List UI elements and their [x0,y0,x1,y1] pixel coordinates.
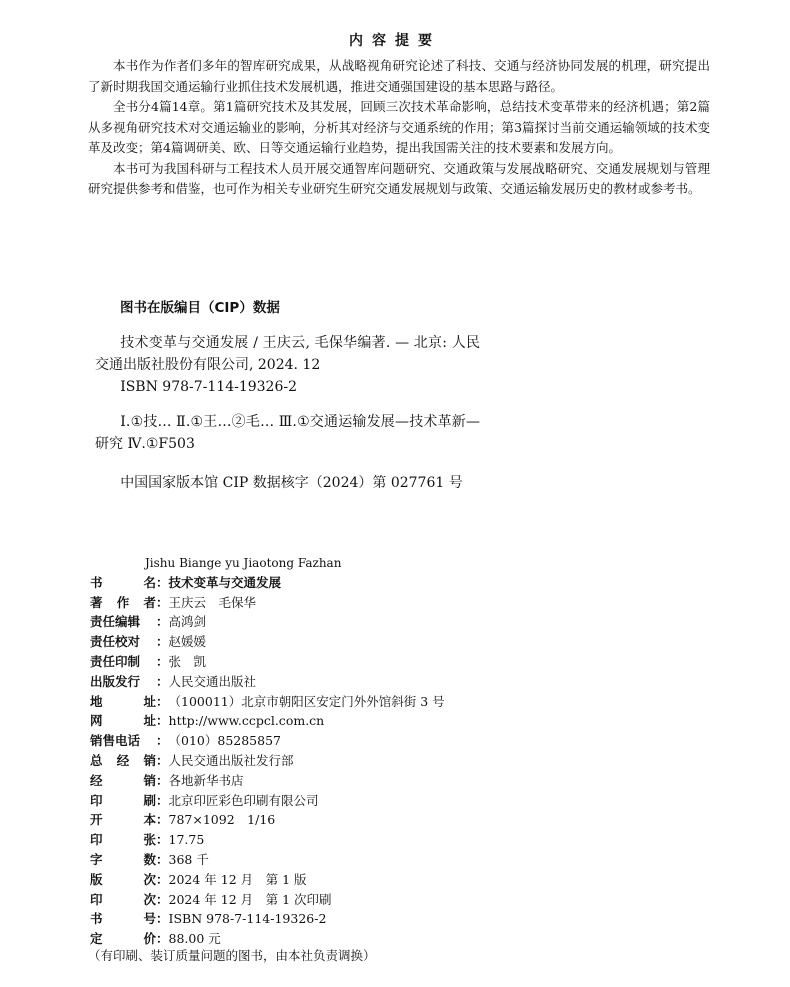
details-row [90,711,445,731]
details-row [90,869,445,889]
details-label-colon: ： [156,634,169,650]
details-label-char: 经 [90,772,103,788]
details-label [90,870,156,888]
details-row [90,572,445,592]
details-label-char: 张 [143,832,156,848]
cip-entry-text: 技术变革与交通发展 / 王庆云, 毛保华编著. — 北京: 人民交通出版社股份有限公司, 2024. 12 [95,335,480,373]
details-row [90,849,445,869]
details-label-char: 销 [143,772,156,788]
details-row [90,790,445,810]
details-row [90,631,445,651]
details-label-colon: ： [156,594,169,610]
cip-classification [95,411,480,455]
details-value: 88.00 元 [168,931,221,947]
details-label-char: 责任校对 [90,634,141,650]
details-label-char: 作 [116,594,130,610]
details-label [90,909,156,927]
details-label [90,791,156,809]
quality-note: （有印刷、装订质量问题的图书，由本社负责调换） [88,948,376,963]
summary-paragraph: 本书作为作者们多年的智库研究成果，从战略视角研究论述了科技、交通与经济协同发展的机理，研究提出了新时期我国交通运输行业抓住技术发展机遇，推进交通强国建设的基本思路与路径。 [88,58,710,94]
details-label-colon: ： [156,713,169,729]
details-value: 人民交通出版社发行部 [168,753,294,769]
details-label-char: 地 [90,693,103,709]
details-label [90,830,156,848]
details-row [90,651,445,671]
publication-details [90,572,445,948]
details-label-colon: ： [156,931,169,947]
details-label-char: 经 [116,753,130,769]
details-label-char: 责任印制 [90,654,141,670]
details-value: 各地新华书店 [168,772,244,788]
details-row [90,691,445,711]
details-label-colon: ： [156,654,169,670]
cip-classification-text: Ⅰ.①技… Ⅱ.①王…②毛… Ⅲ.①交通运输发展—技术革新—研究 Ⅳ.①F503 [95,414,480,452]
details-label-char: 本 [143,812,156,828]
details-label [90,593,156,611]
details-label-colon: ： [156,753,169,769]
summary-paragraph: 本书可为我国科研与工程技术人员开展交通智库问题研究、交通政策与发展战略研究、交通发展规划与管理研究提供参考和借鉴，也可作为相关专业研究生研究交通发展规划与政策、交通运输发展历史的教材或参考书。 [88,160,710,196]
details-label [90,731,156,749]
details-value: 高鸿剑 [168,614,207,630]
details-value: 787×1092 1/16 [168,812,276,828]
details-label-colon: ： [156,614,169,630]
details-label-char: 总 [90,753,103,769]
details-label-char: 销售电话 [90,733,141,749]
details-row [90,612,445,632]
details-label-colon: ： [156,911,169,927]
cip-record [95,472,480,494]
details-value: http://www.ccpcl.com.cn [168,712,325,728]
details-value: 张 凯 [168,654,207,670]
details-row [90,770,445,790]
details-value: 北京印匠彩色印刷有限公司 [168,792,319,808]
details-label [90,850,156,868]
details-label-char: 址 [143,713,156,729]
details-label-char: 次 [143,871,156,887]
details-row [90,810,445,830]
details-label [90,573,156,591]
summary-body [88,56,710,200]
details-label-char: 印 [90,891,103,907]
details-label [90,890,156,908]
details-label-colon: ： [156,891,169,907]
details-label-colon: ： [156,871,169,887]
details-row [90,750,445,770]
cip-record-text: 中国国家版本馆 CIP 数据核字（2024）第 027761 号 [120,475,463,491]
details-label-char: 数 [143,852,156,868]
details-label-char: 字 [90,852,103,868]
details-label [90,652,156,670]
details-label-char: 址 [143,693,156,709]
details-row [90,909,445,929]
details-label-char: 版 [90,871,103,887]
details-value: 技术变革与交通发展 [168,574,282,590]
details-label-char: 价 [143,931,156,947]
details-label-colon: ： [156,832,169,848]
cip-heading: 图书在版编目（CIP）数据 [120,300,280,316]
details-value: 人民交通出版社 [168,673,257,689]
details-row [90,730,445,750]
details-label-char: 书 [90,574,103,590]
details-label [90,929,156,947]
details-label-char: 书 [90,911,103,927]
details-label-char: 者 [143,594,156,610]
details-value: （010）85285857 [168,733,281,749]
details-row [90,592,445,612]
details-label-char: 名 [143,574,156,590]
details-label-char: 出版发行 [90,673,141,689]
details-label-char: 定 [90,931,103,947]
details-value: 2024 年 12 月 第 1 版 [168,871,307,887]
summary-paragraph: 全书分4篇14章。第1篇研究技术及其发展，回顾三次技术革命影响，总结技术变革带来的经济机遇；第2篇从多视角研究技术对交通运输业的影响，分析其对经济与交通系统的作用；第3篇探讨当前交通运输领域的技术变革及改变；第4篇调研美、欧、日等交通运输行业趋势，提出我国需关注的技术要素和发展方向。 [88,99,710,155]
details-label-char: 号 [143,911,156,927]
details-label-char: 印 [90,832,103,848]
details-value: ISBN 978-7-114-19326-2 [168,910,327,926]
details-label-colon: ： [156,852,169,868]
details-label-colon: ： [156,574,169,590]
details-row [90,889,445,909]
details-label-char: 网 [90,713,103,729]
details-label [90,751,156,769]
details-label [90,612,156,630]
details-row [90,671,445,691]
details-label [90,711,156,729]
cip-isbn: ISBN 978-7-114-19326-2 [120,379,298,395]
details-value: （100011）北京市朝阳区安定门外外馆斜街 3 号 [168,693,445,709]
summary-title: 内容提要 [349,33,441,49]
details-label-colon: ： [156,812,169,828]
details-label-char: 印 [90,792,103,808]
cip-entry [95,332,480,398]
details-label-colon: ： [156,733,169,749]
details-label-char: 开 [90,812,103,828]
details-label [90,810,156,828]
pinyin-title: Jishu Biange yu Jiaotong Fazhan [145,556,342,570]
details-label-char: 次 [143,891,156,907]
details-label [90,672,156,690]
details-value: 2024 年 12 月 第 1 次印刷 [168,891,332,907]
details-label-char: 销 [143,753,156,769]
details-label [90,692,156,710]
details-label-colon: ： [156,772,169,788]
details-row [90,829,445,849]
details-value: 赵媛媛 [168,634,207,650]
details-label [90,771,156,789]
details-label-char: 责任编辑 [90,614,141,630]
details-label [90,632,156,650]
details-label-char: 著 [90,594,103,610]
details-label-colon: ： [156,693,169,709]
details-label-char: 刷 [143,792,156,808]
details-value: 王庆云 毛保华 [168,594,257,610]
details-label-colon: ： [156,792,169,808]
details-label-colon: ： [156,673,169,689]
details-value: 17.75 [168,831,205,847]
details-value: 368 千 [168,852,209,868]
